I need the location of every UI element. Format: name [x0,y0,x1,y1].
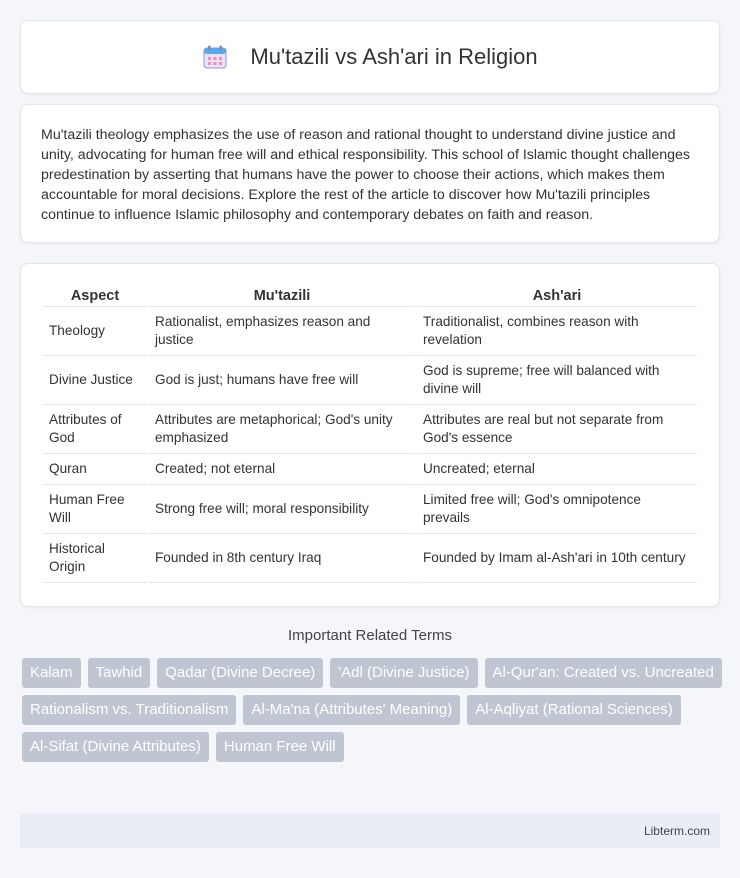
term-tag[interactable]: 'Adl (Divine Justice) [330,658,477,688]
header-card [20,20,720,94]
cell-mutazili: God is just; humans have free will [149,356,415,405]
page-title: Mu'tazili vs Ash'ari in Religion [250,44,538,69]
term-tag[interactable]: Tawhid [88,658,151,688]
term-tag[interactable]: Al-Qur'an: Created vs. Uncreated [485,658,722,688]
cell-ashari: Attributes are real but not separate from God's essence [417,405,697,454]
intro-card [20,104,720,243]
term-tag[interactable]: Al-Sifat (Divine Attributes) [22,732,209,762]
footer [20,814,720,848]
comparison-table-card [20,263,720,607]
table-row [43,454,697,485]
table-row [43,405,697,454]
column-header-aspect: Aspect [43,282,147,307]
table-row [43,534,697,583]
table-row [43,356,697,405]
table-row [43,307,697,356]
term-tag[interactable]: Kalam [22,658,81,688]
comparison-table [41,282,699,583]
cell-ashari: Traditionalist, combines reason with revelation [417,307,697,356]
related-terms-list [22,658,722,762]
term-tag[interactable]: Human Free Will [216,732,344,762]
cell-aspect: Quran [43,454,147,485]
cell-ashari: Founded by Imam al-Ash'ari in 10th century [417,534,697,583]
term-tag[interactable]: Qadar (Divine Decree) [157,658,323,688]
cell-ashari: Limited free will; God's omnipotence prevails [417,485,697,534]
column-header-mutazili: Mu'tazili [149,282,415,307]
table-row [43,485,697,534]
cell-mutazili: Founded in 8th century Iraq [149,534,415,583]
footer-link[interactable]: Libterm.com [643,824,710,838]
cell-ashari: God is supreme; free will balanced with divine will [417,356,697,405]
column-header-ashari: Ash'ari [417,282,697,307]
cell-mutazili: Created; not eternal [149,454,415,485]
cell-aspect: Historical Origin [43,534,147,583]
term-tag[interactable]: Rationalism vs. Traditionalism [22,695,236,725]
cell-mutazili: Strong free will; moral responsibility [149,485,415,534]
intro-text: Mu'tazili theology emphasizes the use of reason and rational thought to understand divine justice and unity, advocating for human free will and ethical responsibility. This school of Islamic thought challenges predestination by asserting that humans have the power to choose their actions, which makes them accountable for moral decisions. Explore the rest of the article to discover how Mu'tazili principles continue to influence Islamic philosophy and contemporary debates on faith and reason. [41,127,691,223]
related-terms-title: Important Related Terms [288,627,452,644]
calendar-icon [202,44,228,70]
cell-aspect: Human Free Will [43,485,147,534]
cell-ashari: Uncreated; eternal [417,454,697,485]
term-tag[interactable]: Al-Ma'na (Attributes' Meaning) [243,695,460,725]
cell-aspect: Divine Justice [43,356,147,405]
term-tag[interactable]: Al-Aqliyat (Rational Sciences) [467,695,681,725]
cell-mutazili: Rationalist, emphasizes reason and justice [149,307,415,356]
cell-mutazili: Attributes are metaphorical; God's unity emphasized [149,405,415,454]
cell-aspect: Theology [43,307,147,356]
cell-aspect: Attributes of God [43,405,147,454]
